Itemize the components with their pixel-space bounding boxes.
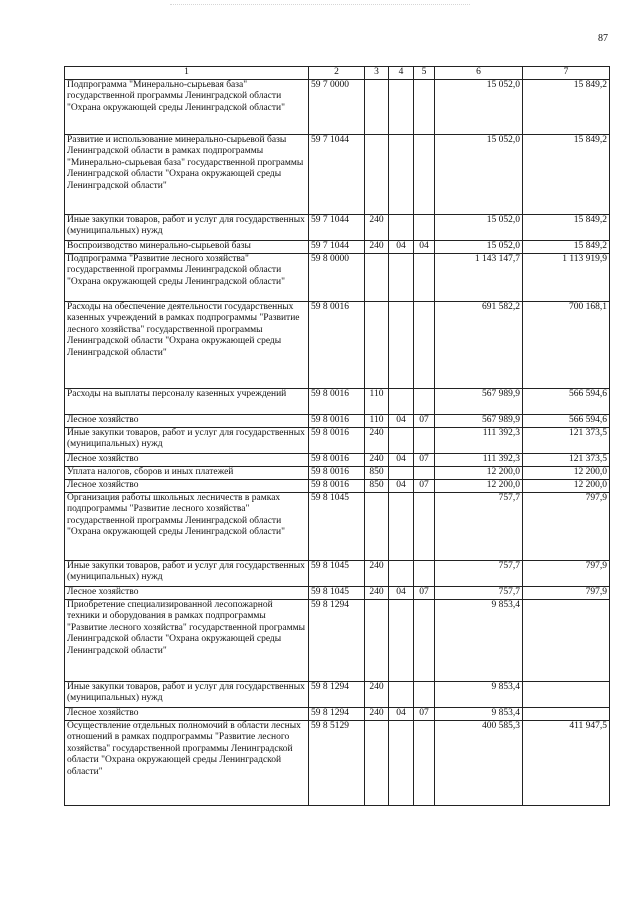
row-amount-col6: 567 989,9 xyxy=(435,388,523,414)
row-subsection xyxy=(414,79,435,134)
row-expense-type: 850 xyxy=(365,466,389,479)
row-section xyxy=(389,388,414,414)
table-row xyxy=(65,560,610,586)
header-col-2: 2 xyxy=(309,67,365,80)
table-row xyxy=(65,388,610,414)
row-description: Осуществление отдельных полномочий в области лесных отношений в рамках подпрограммы "Развитие лесного хозяйства" государственной программы Ленинградской области "Охрана окружающей среды Ленинградской области" xyxy=(65,720,309,805)
row-section: 04 xyxy=(389,453,414,466)
row-amount-col7 xyxy=(523,681,610,707)
table-row xyxy=(65,681,610,707)
row-amount-col6: 400 585,3 xyxy=(435,720,523,805)
row-section xyxy=(389,301,414,388)
row-target-code: 59 8 1294 xyxy=(309,681,365,707)
row-amount-col7: 797,9 xyxy=(523,586,610,599)
header-col-7: 7 xyxy=(523,67,610,80)
row-subsection xyxy=(414,560,435,586)
row-target-code: 59 8 0016 xyxy=(309,479,365,492)
row-amount-col6: 757,7 xyxy=(435,586,523,599)
row-subsection xyxy=(414,427,435,453)
row-amount-col7: 121 373,5 xyxy=(523,453,610,466)
row-description: Иные закупки товаров, работ и услуг для государственных (муниципальных) нужд xyxy=(65,681,309,707)
row-expense-type xyxy=(365,492,389,560)
row-description: Приобретение специализированной лесопожарной техники и оборудования в рамках подпрограммы "Развитие лесного хозяйства" государственной программы Ленинградской области "Охрана окружающей среды Ленинградской области" xyxy=(65,599,309,681)
row-target-code: 59 8 0016 xyxy=(309,301,365,388)
row-expense-type xyxy=(365,599,389,681)
row-target-code: 59 8 0000 xyxy=(309,253,365,301)
row-expense-type: 240 xyxy=(365,240,389,253)
row-section xyxy=(389,79,414,134)
row-expense-type xyxy=(365,720,389,805)
table-row xyxy=(65,453,610,466)
table-row xyxy=(65,427,610,453)
row-description: Уплата налогов, сборов и иных платежей xyxy=(65,466,309,479)
row-section xyxy=(389,492,414,560)
row-amount-col6: 757,7 xyxy=(435,560,523,586)
row-expense-type: 240 xyxy=(365,707,389,720)
row-amount-col7: 566 594,6 xyxy=(523,388,610,414)
header-col-1: 1 xyxy=(65,67,309,80)
row-section xyxy=(389,253,414,301)
row-amount-col6: 691 582,2 xyxy=(435,301,523,388)
row-section xyxy=(389,214,414,240)
header-col-3: 3 xyxy=(365,67,389,80)
row-subsection xyxy=(414,253,435,301)
row-amount-col7: 12 200,0 xyxy=(523,466,610,479)
row-expense-type xyxy=(365,134,389,214)
row-description: Расходы на обеспечение деятельности государственных казенных учреждений в рамках подпрограммы "Развитие лесного хозяйства" государственной программы Ленинградской области "Охрана окружающей среды Ленинградской области" xyxy=(65,301,309,388)
row-description: Иные закупки товаров, работ и услуг для государственных (муниципальных) нужд xyxy=(65,560,309,586)
row-section xyxy=(389,560,414,586)
row-subsection xyxy=(414,388,435,414)
row-amount-col7: 797,9 xyxy=(523,492,610,560)
row-amount-col6: 9 853,4 xyxy=(435,707,523,720)
row-amount-col6: 12 200,0 xyxy=(435,479,523,492)
row-target-code: 59 8 1045 xyxy=(309,492,365,560)
table-header-row xyxy=(65,67,610,80)
row-amount-col7: 411 947,5 xyxy=(523,720,610,805)
row-section: 04 xyxy=(389,240,414,253)
row-subsection xyxy=(414,720,435,805)
row-target-code: 59 8 1294 xyxy=(309,707,365,720)
table-row xyxy=(65,492,610,560)
row-subsection xyxy=(414,466,435,479)
row-subsection xyxy=(414,214,435,240)
table-row xyxy=(65,253,610,301)
row-target-code: 59 7 1044 xyxy=(309,214,365,240)
table-row xyxy=(65,214,610,240)
budget-table xyxy=(64,66,610,806)
row-description: Иные закупки товаров, работ и услуг для государственных (муниципальных) нужд xyxy=(65,214,309,240)
row-amount-col7: 700 168,1 xyxy=(523,301,610,388)
row-section xyxy=(389,599,414,681)
row-target-code: 59 8 0016 xyxy=(309,466,365,479)
row-expense-type: 240 xyxy=(365,586,389,599)
row-amount-col6: 9 853,4 xyxy=(435,681,523,707)
row-amount-col7: 15 849,2 xyxy=(523,240,610,253)
row-target-code: 59 8 0016 xyxy=(309,414,365,427)
row-amount-col7 xyxy=(523,599,610,681)
row-subsection xyxy=(414,301,435,388)
row-expense-type: 240 xyxy=(365,681,389,707)
row-section xyxy=(389,466,414,479)
row-description: Воспроизводство минерально-сырьевой базы xyxy=(65,240,309,253)
row-subsection xyxy=(414,492,435,560)
row-expense-type: 110 xyxy=(365,388,389,414)
row-subsection xyxy=(414,134,435,214)
table-row xyxy=(65,720,610,805)
row-subsection: 07 xyxy=(414,453,435,466)
row-description: Лесное хозяйство xyxy=(65,586,309,599)
row-amount-col7: 15 849,2 xyxy=(523,79,610,134)
row-amount-col6: 757,7 xyxy=(435,492,523,560)
row-target-code: 59 8 0016 xyxy=(309,388,365,414)
row-amount-col6: 15 052,0 xyxy=(435,214,523,240)
row-amount-col6: 15 052,0 xyxy=(435,134,523,214)
row-section xyxy=(389,681,414,707)
table-row xyxy=(65,599,610,681)
row-amount-col6: 15 052,0 xyxy=(435,240,523,253)
row-section: 04 xyxy=(389,707,414,720)
row-amount-col6: 111 392,3 xyxy=(435,453,523,466)
row-description: Развитие и использование минерально-сырьевой базы Ленинградской области в рамках подпрограммы "Минерально-сырьевая база" государственной программы Ленинградской области "Охрана окружающей среды Ленинградской области" xyxy=(65,134,309,214)
row-section: 04 xyxy=(389,586,414,599)
row-target-code: 59 7 1044 xyxy=(309,134,365,214)
table-row xyxy=(65,414,610,427)
row-section: 04 xyxy=(389,479,414,492)
row-description: Лесное хозяйство xyxy=(65,479,309,492)
row-expense-type xyxy=(365,301,389,388)
row-amount-col6: 9 853,4 xyxy=(435,599,523,681)
row-amount-col6: 567 989,9 xyxy=(435,414,523,427)
table-row xyxy=(65,240,610,253)
table-row xyxy=(65,479,610,492)
row-expense-type: 850 xyxy=(365,479,389,492)
row-subsection: 04 xyxy=(414,240,435,253)
row-subsection xyxy=(414,599,435,681)
row-expense-type xyxy=(365,79,389,134)
row-subsection: 07 xyxy=(414,479,435,492)
row-amount-col6: 15 052,0 xyxy=(435,79,523,134)
row-expense-type xyxy=(365,253,389,301)
row-subsection: 07 xyxy=(414,707,435,720)
row-target-code: 59 8 1045 xyxy=(309,560,365,586)
row-amount-col7 xyxy=(523,707,610,720)
row-section xyxy=(389,720,414,805)
row-subsection: 07 xyxy=(414,414,435,427)
row-description: Лесное хозяйство xyxy=(65,707,309,720)
row-section: 04 xyxy=(389,414,414,427)
row-expense-type: 240 xyxy=(365,214,389,240)
row-amount-col6: 111 392,3 xyxy=(435,427,523,453)
row-amount-col7: 15 849,2 xyxy=(523,134,610,214)
row-amount-col7: 1 113 919,9 xyxy=(523,253,610,301)
row-amount-col6: 1 143 147,7 xyxy=(435,253,523,301)
scan-artifact xyxy=(170,4,470,8)
row-target-code: 59 8 1045 xyxy=(309,586,365,599)
row-amount-col7: 121 373,5 xyxy=(523,427,610,453)
row-description: Лесное хозяйство xyxy=(65,414,309,427)
row-section xyxy=(389,427,414,453)
row-target-code: 59 8 0016 xyxy=(309,427,365,453)
row-target-code: 59 8 1294 xyxy=(309,599,365,681)
row-amount-col6: 12 200,0 xyxy=(435,466,523,479)
page-number: 87 xyxy=(598,33,608,44)
row-description: Расходы на выплаты персоналу казенных учреждений xyxy=(65,388,309,414)
table-row xyxy=(65,134,610,214)
row-amount-col7: 15 849,2 xyxy=(523,214,610,240)
row-description: Организация работы школьных лесничеств в рамках подпрограммы "Развитие лесного хозяйства" государственной программы Ленинградской области "Охрана окружающей среды Ленинградской области" xyxy=(65,492,309,560)
row-subsection: 07 xyxy=(414,586,435,599)
row-section xyxy=(389,134,414,214)
row-description: Подпрограмма "Развитие лесного хозяйства" государственной программы Ленинградской области "Охрана окружающей среды Ленинградской области" xyxy=(65,253,309,301)
table-row xyxy=(65,707,610,720)
row-description: Лесное хозяйство xyxy=(65,453,309,466)
row-description: Иные закупки товаров, работ и услуг для государственных (муниципальных) нужд xyxy=(65,427,309,453)
header-col-4: 4 xyxy=(389,67,414,80)
table-row xyxy=(65,301,610,388)
row-expense-type: 240 xyxy=(365,453,389,466)
table-row xyxy=(65,79,610,134)
row-expense-type: 240 xyxy=(365,427,389,453)
row-description: Подпрограмма "Минерально-сырьевая база" государственной программы Ленинградской области "Охрана окружающей среды Ленинградской области" xyxy=(65,79,309,134)
row-amount-col7: 566 594,6 xyxy=(523,414,610,427)
table-row xyxy=(65,466,610,479)
row-target-code: 59 8 5129 xyxy=(309,720,365,805)
table-row xyxy=(65,586,610,599)
row-expense-type: 240 xyxy=(365,560,389,586)
row-expense-type: 110 xyxy=(365,414,389,427)
row-target-code: 59 7 1044 xyxy=(309,240,365,253)
row-amount-col7: 12 200,0 xyxy=(523,479,610,492)
header-col-5: 5 xyxy=(414,67,435,80)
row-amount-col7: 797,9 xyxy=(523,560,610,586)
header-col-6: 6 xyxy=(435,67,523,80)
row-target-code: 59 8 0016 xyxy=(309,453,365,466)
row-target-code: 59 7 0000 xyxy=(309,79,365,134)
row-subsection xyxy=(414,681,435,707)
